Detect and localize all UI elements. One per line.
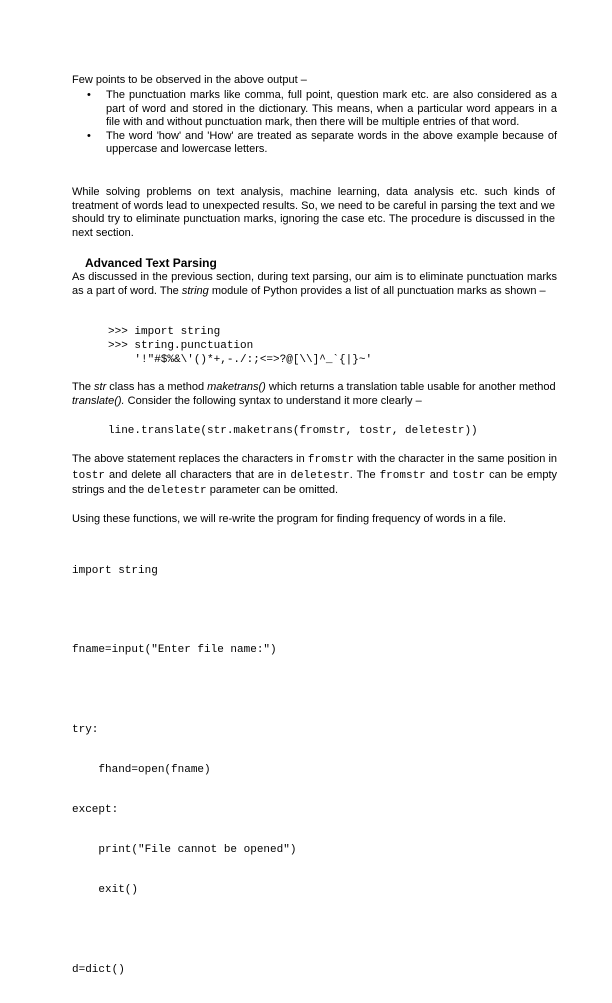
code-line: try: (72, 724, 99, 737)
text-run: class has a method (106, 381, 208, 393)
text-run: with the character in the same position in (354, 453, 558, 465)
intro-line: Few points to be observed in the above output – (72, 74, 307, 86)
text-run: and (425, 468, 453, 481)
code-line: fhand=open(fname) (72, 764, 211, 777)
text-run: parameter can be omitted. (206, 484, 339, 496)
code-line: exit() (72, 883, 139, 896)
text-run: The above statement replaces the characters in (72, 453, 308, 465)
paragraph-string-module (72, 271, 557, 298)
paragraph-rewrite-intro: Using these functions, we will re-write the program for finding frequency of words in a file. (72, 513, 507, 525)
inline-code: fromstr (379, 469, 426, 482)
code-line (72, 924, 296, 937)
code-line: >>> import string (108, 326, 221, 338)
paragraph-maketrans (72, 381, 557, 408)
text-run-italic: translate(). (72, 394, 125, 407)
paragraph-text-analysis: While solving problems on text analysis, machine learning, data analysis etc. such kinds of treatment of words lead to unexpected results. So, we need to be careful in parsing the text and we should try to eliminate punctuation marks, ignoring the case etc. The procedure is discussed in the next section. (72, 186, 555, 239)
text-run: which returns a translation table usable for another method (265, 381, 556, 393)
code-line: >>> string.punctuation (108, 340, 254, 352)
code-line (72, 684, 296, 697)
code-block-program (72, 538, 296, 1003)
code-line: print("File cannot be opened") (72, 843, 297, 856)
observation-list (72, 89, 557, 157)
text-run-italic: string (181, 284, 209, 297)
code-line: except: (72, 803, 119, 816)
code-line: d=dict() (72, 963, 125, 976)
inline-code: deletestr (290, 469, 350, 482)
inline-code: tostr (72, 469, 106, 482)
list-item: • The word 'how' and 'How' are treated as separate words in the above example because of uppercase and lowercase letters. (72, 130, 557, 157)
code-block-punctuation (108, 325, 372, 367)
text-run: and delete all characters that are in (105, 468, 291, 481)
inline-code: deletestr (147, 485, 207, 497)
paragraph-translate-explanation (72, 452, 557, 499)
text-run-italic: str (94, 381, 107, 393)
code-line: '!"#$%&\'()*+,-./:;<=>?@[\\]^_`{|}~' (108, 354, 373, 366)
code-line: fname=input("Enter file name:") (72, 644, 277, 657)
code-line (72, 604, 296, 617)
list-item: • The punctuation marks like comma, full point, question mark etc. are also considered as a part of word and stored in the dictionary. This means, when a particular word appears in a file with and without punctuation mark, then there will be multiple entries of that word. (72, 89, 557, 130)
text-run: Consider the following syntax to understand it more clearly – (124, 394, 422, 407)
inline-code: fromstr (307, 454, 355, 466)
text-run: As discussed in the previous section, during text parsing, our aim is to eliminate punctuation marks as a part of word. The (72, 271, 557, 297)
text-run-italic: maketrans() (207, 381, 266, 393)
text-run: can be empty strings and the (72, 468, 557, 496)
section-heading: Advanced Text Parsing (85, 256, 217, 270)
code-block-translate: line.translate(str.maketrans(fromstr, tostr, deletestr)) (108, 425, 478, 437)
code-line: import string (72, 564, 158, 577)
text-run: The (72, 381, 95, 393)
inline-code: tostr (452, 469, 486, 482)
text-run: . The (349, 468, 380, 481)
text-run: module of Python provides a list of all punctuation marks as shown – (208, 284, 546, 297)
